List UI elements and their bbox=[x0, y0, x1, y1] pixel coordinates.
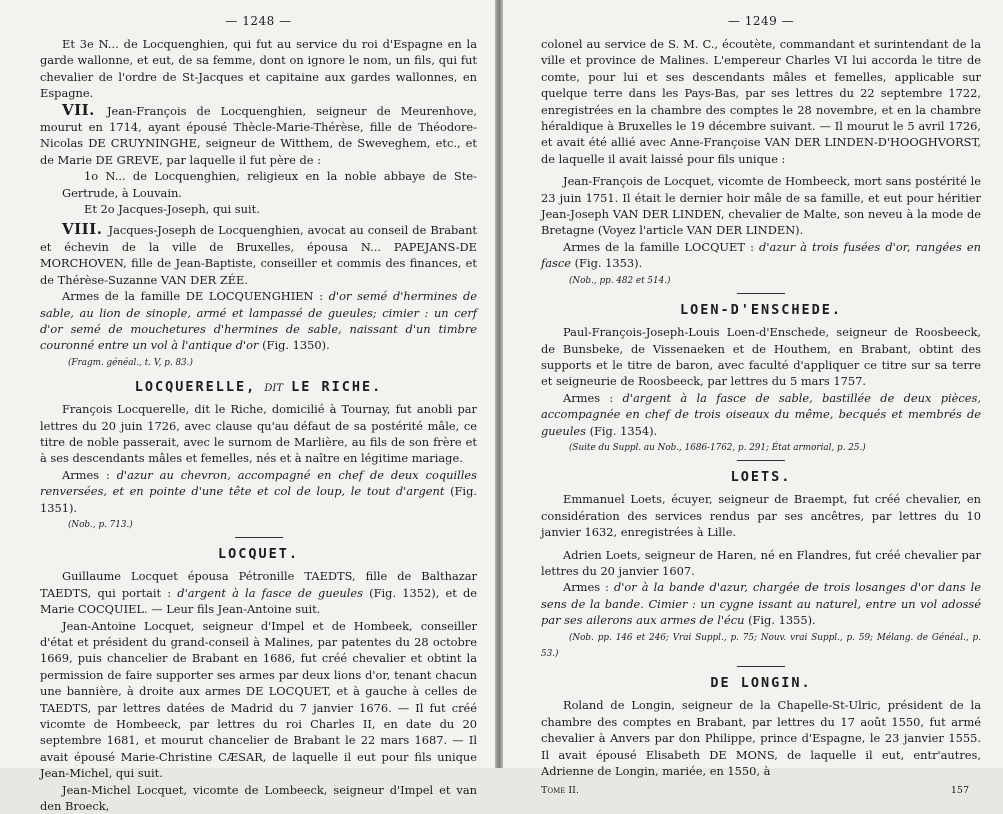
arms-blazon: d'argent à la fasce de gueules bbox=[177, 585, 363, 600]
arms-paragraph bbox=[541, 390, 981, 439]
figure-ref: (Fig. 1354). bbox=[589, 423, 658, 438]
paragraph: Jean-Michel Locquet, vicomte de Lombeeck, seigneur d'Impel et van den Broeck, bbox=[40, 782, 477, 814]
arms-paragraph bbox=[541, 239, 981, 272]
paragraph: Jean-Antoine Locquet, seigneur d'Impel et de Hombeek, conseiller d'état et président du grand-conseil à Malines, par patentes du 28 octobre 1669, puis chancelier de Brabant en 1686, fut créé chevalier et obtint la permission de faire supporter ses armes par deux lions d'or, tenant chacun une bannière, à droite aux armes DE LOCQUET, et à gauche à celles de TAEDTS, par lettres datées de Madrid du 7 janvier 1676. — Il fut créé vicomte de Hombeeck, par lettres du roi Charles II, en date du 20 septembre 1681, et mourut chancelier de Brabant le 22 mars 1687. — Il avait épousé Marie-Christine CÆSAR, de laquelle il eut pour fils unique Jean-Michel, qui suit. bbox=[40, 618, 477, 781]
source-reference: (Nob. pp. 146 et 246; Vrai Suppl., p. 75; Nouv. vrai Suppl., p. 59; Mélang. de Généal., p. 53.) bbox=[541, 632, 981, 659]
child-entry: Et 2o Jacques-Joseph, qui suit. bbox=[84, 202, 260, 217]
figure-ref: (Fig. 1351). bbox=[40, 484, 477, 515]
section-heading bbox=[541, 469, 981, 485]
arms-intro: Armes de la famille LOCQUET : bbox=[563, 239, 754, 254]
section-title: LOETS. bbox=[730, 469, 792, 486]
section-title: LOCQUET. bbox=[217, 546, 300, 563]
text-run: (Fig. 1352), et de Marie COCQUIEL. — Leur fils Jean-Antoine suit. bbox=[40, 585, 478, 617]
right-page bbox=[503, 0, 1003, 797]
divider bbox=[737, 460, 785, 461]
arms-paragraph bbox=[541, 579, 981, 628]
section-title: DE LONGIN. bbox=[710, 675, 812, 692]
page-footer bbox=[541, 785, 981, 796]
divider bbox=[235, 537, 283, 538]
arms-blazon: d'argent à la fasce de sable, bastillée de deux pièces, accompagnée en chef de trois oiseaux du même, becqués et membrés de gueules bbox=[541, 390, 981, 438]
book-gutter bbox=[495, 0, 503, 768]
paragraph: Et 3e N... de Locquenghien, qui fut au service du roi d'Espagne en la garde wallonne, et eut, de sa femme, dont on ignore le nom, un fils, qui fut chevalier de l'ordre de St-Jacques et capitaine aux gardes wallonnes, en Espagne. bbox=[40, 37, 477, 101]
paragraph: Paul-François-Joseph-Louis Loen-d'Enschede, seigneur de Roosbeeck, de Bunsbeke, de Vissenaeken et de Houthem, en Brabant, obtint des supports et le titre de baron, avec faculté d'appliquer ce titre sur sa terre et seigneurie de Roosbeeck, par lettres du 5 mars 1757. bbox=[541, 325, 981, 389]
paragraph bbox=[40, 568, 477, 617]
figure-ref: (Fig. 1355). bbox=[748, 613, 816, 628]
paragraph: colonel au service de S. M. C., écoutète, commandant et surintendant de la ville et province de Malines. L'empereur Charles VI lui accorda le titre de comte, pour lui et ses descendants mâles et femelles, applicable sur quelque terre dans les Pays-Bas, par ses lettres du 22 septembre 1722, enregistrées en la chambre des comptes le 28 novembre, et en la chambre héraldique à Bruxelles le 19 décembre suivant. — Il mourut le 5 avril 1726, et avait été allié avec Anne-Françoise VAN DER LINDEN-D'HOOGHVORST, de laquelle il avait laissé pour fils unique : bbox=[541, 37, 981, 166]
figure-ref: (Fig. 1350). bbox=[262, 338, 330, 353]
volume-label: Tome II. bbox=[541, 785, 579, 797]
generation-number: VII. bbox=[62, 100, 95, 119]
paragraph: Adrien Loets, seigneur de Haren, né en Flandres, fut créé chevalier par lettres du 20 janvier 1607. bbox=[541, 547, 981, 578]
source-reference: (Fragm. généal., t. V, p. 83.) bbox=[68, 357, 193, 368]
generation-text: Jean-François de Locquenghien, seigneur de Meurenhove, mourut en 1714, ayant épousé Thècle-Marie-Thérèse, fille de Théodore-Nicolas DE CRUYNINGHE, seigneur de Witthem, de Sweveghem, etc., et de Marie DE GREVE, par laquelle il fut père de : bbox=[40, 103, 477, 167]
section-heading bbox=[40, 546, 477, 562]
arms-intro: Armes : bbox=[563, 390, 614, 405]
paragraph: Jean-François de Locquet, vicomte de Hombeeck, mort sans postérité le 23 juin 1751. Il était le dernier hoir mâle de sa famille, et eut pour héritier Jean-Joseph VAN DER LINDEN, chevalier de Malte, son neveu à la mode de Bretagne (Voyez l'article VAN DER LINDEN). bbox=[541, 174, 981, 238]
section-title: LOCQUERELLE, bbox=[134, 379, 257, 396]
section-dit: DIT bbox=[264, 383, 284, 395]
signature-number: 157 bbox=[950, 785, 969, 797]
page-number: — 1249 — bbox=[727, 14, 795, 28]
section-title: LOEN-D'ENSCHEDE. bbox=[679, 302, 843, 319]
source-reference: (Nob., pp. 482 et 514.) bbox=[569, 275, 671, 286]
arms-paragraph bbox=[40, 288, 477, 354]
generation-text: Jacques-Joseph de Locquenghien, avocat au conseil de Brabant et échevin de la ville de Bruxelles, épousa N... PAPEJANS-DE MORCHOVEN, fille de Jean-Baptiste, conseiller et commis des finances, et de Thérèse-Suzanne VAN DER ZÉE. bbox=[40, 223, 477, 287]
source-reference: (Suite du Suppl. au Nob., 1686-1762, p. 291; État armorial, p. 25.) bbox=[569, 442, 866, 453]
source-reference: (Nob., p. 713.) bbox=[68, 519, 133, 530]
generation-vii bbox=[40, 102, 477, 169]
section-heading bbox=[541, 302, 981, 318]
section-heading bbox=[541, 675, 981, 691]
arms-blazon: d'azur à trois fusées d'or, rangées en fasce bbox=[541, 239, 981, 271]
paragraph: François Locquerelle, dit le Riche, domicilié à Tournay, fut anobli par lettres du 20 juin 1726, avec clause qu'au défaut de sa postérité mâle, ce titre de noble passerait, avec le surnom de Marlière, au fils de son frère et à ses descendants mâles et femelles, nés et à naître en légitime mariage. bbox=[40, 402, 477, 466]
arms-paragraph bbox=[40, 467, 477, 516]
paragraph: Roland de Longin, seigneur de la Chapelle-St-Ulric, président de la chambre des comptes en Brabant, par lettres du 17 août 1550, fut armé chevalier à Anvers par don Philippe, prince d'Espagne, le 23 janvier 1555. Il avait épousé Elisabeth DE MONS, de laquelle il eut, entr'autres, Adrienne de Longin, mariée, en 1550, à bbox=[541, 698, 981, 779]
arms-blazon: d'or à la bande d'azur, chargée de trois losanges d'or dans le sens de la bande. Cimier : un cygne issant au naturel, entre un vol adossé par ses ailerons aux armes de l'écu bbox=[541, 580, 981, 628]
arms-blazon: d'or semé d'hermines de sable, au lion de sinople, armé et lampassé de gueules; cimier : un cerf d'or semé de mouchetures d'hermines de sable, naissant d'un timbre couronné entre un vol à l'antique d'or bbox=[40, 289, 478, 353]
section-title-suffix: LE RICHE. bbox=[291, 379, 383, 396]
paragraph: Emmanuel Loets, écuyer, seigneur de Braempt, fut créé chevalier, en considération des services rendus par ses ancêtres, par lettres du 10 janvier 1632, enregistrées à Lille. bbox=[541, 492, 981, 540]
generation-number: VIII. bbox=[62, 220, 103, 239]
divider bbox=[737, 293, 785, 294]
generation-viii bbox=[40, 221, 477, 288]
section-heading bbox=[40, 379, 477, 395]
figure-ref: (Fig. 1353). bbox=[574, 256, 643, 271]
arms-blazon: d'azur au chevron, accompagné en chef de deux coquilles renversées, et en pointe d'une tête et col de loup, le tout d'argent bbox=[40, 467, 477, 499]
arms-intro: Armes de la famille DE LOCQUENGHIEN : bbox=[62, 289, 324, 304]
page-number: — 1248 — bbox=[225, 14, 292, 28]
child-entry: 1o N... de Locquenghien, religieux en la noble abbaye de Ste-Gertrude, à Louvain. bbox=[62, 169, 477, 200]
arms-intro: Armes : bbox=[563, 580, 609, 595]
divider bbox=[737, 666, 785, 667]
text-run: Guillaume Locquet épousa Pétronille TAEDTS, fille de Balthazar TAEDTS, qui portait : bbox=[40, 569, 477, 600]
arms-intro: Armes : bbox=[62, 467, 110, 482]
left-page bbox=[0, 0, 495, 814]
